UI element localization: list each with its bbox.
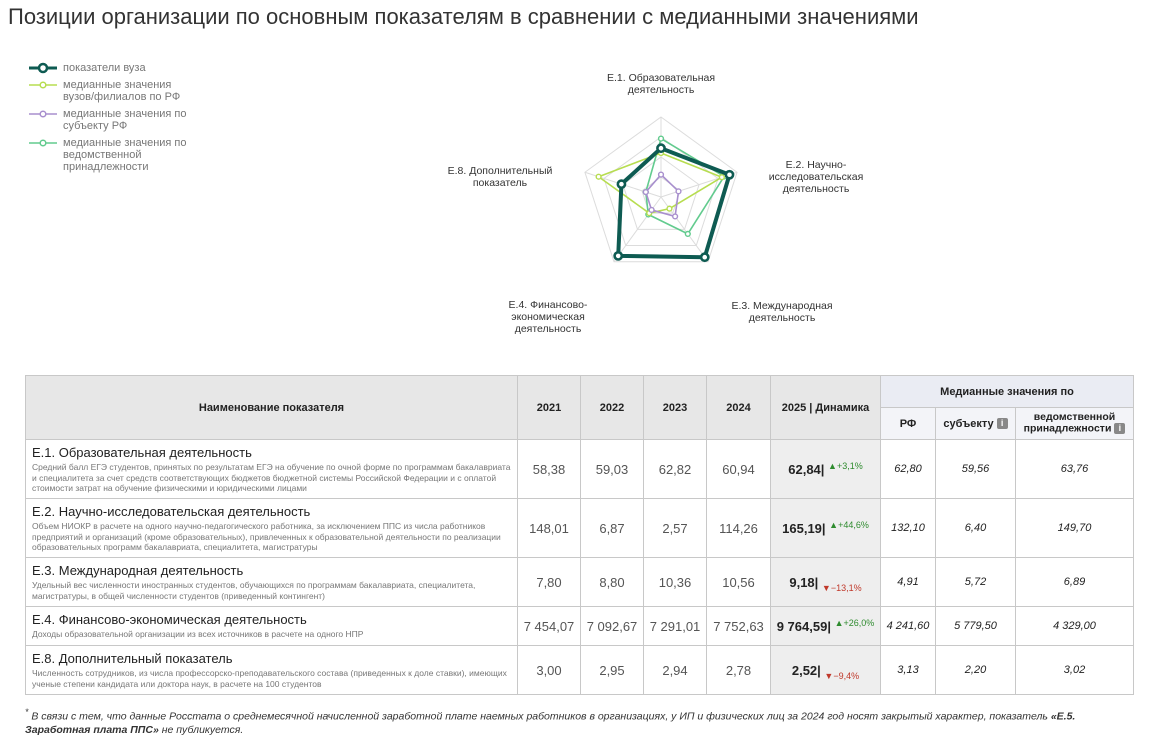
dynamics-value: +26,0% (843, 617, 875, 628)
legend-item-department-median[interactable] (28, 137, 188, 173)
legend-marker-icon (28, 62, 58, 74)
triangle-down-icon: ▼ (824, 670, 834, 681)
radar-point (676, 189, 681, 194)
triangle-up-icon: ▲ (834, 617, 844, 628)
value-cell: 59,03 (581, 440, 644, 499)
current-value: 2,52 (791, 662, 818, 678)
indicator-title: Е.8. Дополнительный показатель (32, 651, 233, 666)
median-cell: 2,20 (936, 646, 1016, 695)
column-header-year: 2022 (581, 376, 644, 440)
footnote-text: В связи с тем, что данные Росстата о среднемесячной начисленной заработной плате наемных работников в организациях, у ИП и физических лиц за 2024 год носят закрытый характер, показатель (31, 710, 1051, 723)
value-cell: 7 291,01 (644, 607, 707, 646)
radar-axis-label: экономическая (511, 311, 585, 323)
chart-legend (28, 62, 188, 178)
legend-item-rf-median[interactable] (28, 79, 188, 103)
legend-label: показатели вуза (63, 62, 146, 74)
value-cell: 7,80 (518, 558, 581, 607)
header-label: субъекту (943, 417, 994, 430)
triangle-up-icon: ▲ (828, 460, 837, 471)
radar-chart (380, 60, 900, 350)
median-cell: 62,80 (881, 440, 936, 499)
current-value: 165,19 (782, 520, 822, 536)
table-row (26, 440, 1134, 499)
indicator-cell (26, 607, 518, 646)
radar-axis-label: Е.2. Научно- (785, 159, 847, 171)
column-header-current: 2025 | Динамика (771, 376, 881, 440)
radar-point (649, 208, 654, 213)
indicator-description: Объем НИОКР в расчете на одного научно-педагогического работника, за исключением ППС из числа работников предприятий и организаций (кроме образовательных), привлеченных к образовательной деятельности по реализации образовательных программ бакалавриата, специалитета, магистратуры (32, 521, 501, 552)
value-cell: 8,80 (581, 558, 644, 607)
radar-axis-label: Е.1. Образовательная (606, 72, 716, 84)
radar-axis-label: деятельность (748, 312, 816, 324)
table-row (26, 499, 1134, 558)
current-value-cell: 165,19| $^{▲+44,6\%}$ (771, 499, 881, 558)
column-header-median-subject (936, 408, 1016, 440)
current-value: 62,84 (788, 461, 821, 477)
footnote-indicator: «Е.5. Заработная плата ППС» (25, 710, 1076, 736)
radar-axis-label: деятельность (514, 323, 582, 335)
value-cell: 10,56 (707, 558, 771, 607)
median-cell: 63,76 (1016, 440, 1134, 499)
dynamics-up-badge (828, 461, 863, 471)
dynamics-value: −9,4% (833, 670, 860, 681)
triangle-down-icon: ▼ (821, 582, 831, 593)
header-label: ведомственной принадлежности (1023, 411, 1116, 435)
median-cell: 4 241,60 (881, 607, 936, 646)
median-cell: 4 329,00 (1016, 607, 1134, 646)
radar-point (659, 136, 664, 141)
footnote (25, 706, 1135, 737)
value-cell: 60,94 (707, 440, 771, 499)
radar-point (701, 254, 708, 261)
legend-item-subject-median[interactable] (28, 108, 188, 132)
table-row (26, 558, 1134, 607)
indicator-title: Е.1. Образовательная деятельность (32, 445, 252, 460)
indicator-description: Удельный вес численности иностранных студентов, обучающихся по программам бакалавриата, специалитета, магистратуры, в общей численности студентов (приведенный контингент) (32, 580, 476, 601)
indicator-title: Е.3. Международная деятельность (32, 563, 244, 578)
value-cell: 2,95 (581, 646, 644, 695)
indicators-table (25, 375, 1134, 695)
column-header-year: 2024 (707, 376, 771, 440)
triangle-up-icon: ▲ (829, 519, 839, 530)
indicator-description: Средний балл ЕГЭ студентов, принятых по результатам ЕГЭ на обучение по очной форме по программам бакалавриата и специалитета за счет средств соответствующих бюджетов бюджетной системы Российской Федерации и с оплатой стоимости затрат на обучение физическими и юридическими лицами (32, 462, 511, 493)
dynamics-value: +3,1% (836, 460, 863, 471)
radar-point (726, 171, 733, 178)
radar-point (596, 174, 601, 179)
radar-axis-label: показатель (472, 177, 528, 189)
column-header-median-rf: РФ (881, 408, 936, 440)
median-cell: 6,40 (936, 499, 1016, 558)
column-header-year: 2021 (518, 376, 581, 440)
footnote-text-end: не публикуется. (158, 723, 244, 736)
value-cell: 58,38 (518, 440, 581, 499)
indicator-title: Е.2. Научно-исследовательская деятельность (32, 504, 311, 519)
radar-point (719, 175, 724, 180)
indicator-description: Доходы образовательной организации из всех источников в расчете на одного НПР (32, 629, 364, 639)
info-icon[interactable]: i (1114, 423, 1125, 434)
value-cell: 2,57 (644, 499, 707, 558)
dynamics-down-badge (822, 583, 862, 593)
current-value-cell: 2,52| $_{▼-9,4\%}$ (771, 646, 881, 695)
radar-axis-label: исследовательская (768, 171, 864, 183)
radar-point (659, 172, 664, 177)
value-cell: 148,01 (518, 499, 581, 558)
radar-axis-label: Е.3. Международная (731, 300, 833, 312)
median-cell: 59,56 (936, 440, 1016, 499)
dynamics-value: +44,6% (838, 519, 869, 530)
footnote-mark: * (25, 707, 29, 717)
legend-item-university[interactable] (28, 62, 188, 74)
radar-point (643, 190, 648, 195)
median-cell: 6,89 (1016, 558, 1134, 607)
indicator-cell (26, 440, 518, 499)
radar-axis-label: деятельность (627, 84, 695, 96)
radar-point (657, 145, 664, 152)
column-header-name: Наименование показателя (26, 376, 518, 440)
median-cell: 3,13 (881, 646, 936, 695)
current-value-cell: 9,18| $_{▼-13,1\%}$ (771, 558, 881, 607)
radar-axis-label: Е.4. Финансово- (508, 299, 588, 311)
value-cell: 7 092,67 (581, 607, 644, 646)
indicator-title: Е.4. Финансово-экономическая деятельность (32, 612, 307, 627)
median-cell: 5,72 (936, 558, 1016, 607)
value-cell: 7 752,63 (707, 607, 771, 646)
legend-marker-icon (28, 79, 58, 91)
indicator-cell (26, 646, 518, 695)
legend-marker-icon (28, 108, 58, 120)
median-cell: 3,02 (1016, 646, 1134, 695)
median-cell: 4,91 (881, 558, 936, 607)
radar-point (667, 206, 672, 211)
radar-point (618, 181, 625, 188)
indicator-cell (26, 499, 518, 558)
legend-label: медианные значения по ведомственной принадлежности (63, 137, 187, 173)
median-cell: 149,70 (1016, 499, 1134, 558)
value-cell: 2,78 (707, 646, 771, 695)
indicator-cell (26, 558, 518, 607)
current-value: 9,18 (789, 574, 815, 590)
value-cell: 2,94 (644, 646, 707, 695)
indicator-description: Численность сотрудников, из числа профессорско-преподавательского состава (приведенных к доле ставки), имеющих ученые степени кандидата или доктора наук, в расчете на 100 студентов (32, 668, 507, 689)
current-value-cell: 9 764,59| $^{▲+26,0\%}$ (771, 607, 881, 646)
column-header-year: 2023 (644, 376, 707, 440)
dynamics-up-badge (835, 618, 875, 628)
legend-label: медианные значения вузов/филиалов по РФ (63, 79, 181, 103)
legend-marker-icon (28, 137, 58, 149)
value-cell: 10,36 (644, 558, 707, 607)
info-icon[interactable]: i (997, 418, 1008, 429)
radar-axis-label: деятельность (782, 183, 850, 195)
table-row (26, 646, 1134, 695)
dynamics-up-badge (829, 520, 869, 530)
table-row (26, 607, 1134, 646)
median-cell: 5 779,50 (936, 607, 1016, 646)
value-cell: 114,26 (707, 499, 771, 558)
page-title: Позиции организации по основным показателям в сравнении с медианными значениями (8, 4, 919, 29)
current-value-cell: 62,84| $^{▲+3,1\%}$ (771, 440, 881, 499)
value-cell: 6,87 (581, 499, 644, 558)
value-cell: 7 454,07 (518, 607, 581, 646)
current-value: 9 764,59 (776, 618, 828, 634)
legend-label: медианные значения по субъекту РФ (63, 108, 187, 132)
radar-point (685, 231, 690, 236)
radar-axis-label: Е.8. Дополнительный (447, 165, 553, 177)
radar-point (673, 214, 678, 219)
column-header-median-group: Медианные значения по (881, 376, 1134, 408)
dynamics-value: −13,1% (830, 582, 862, 593)
column-header-median-department (1016, 408, 1134, 440)
value-cell: 3,00 (518, 646, 581, 695)
median-cell: 132,10 (881, 499, 936, 558)
dynamics-down-badge (824, 671, 859, 681)
radar-point (615, 252, 622, 259)
value-cell: 62,82 (644, 440, 707, 499)
